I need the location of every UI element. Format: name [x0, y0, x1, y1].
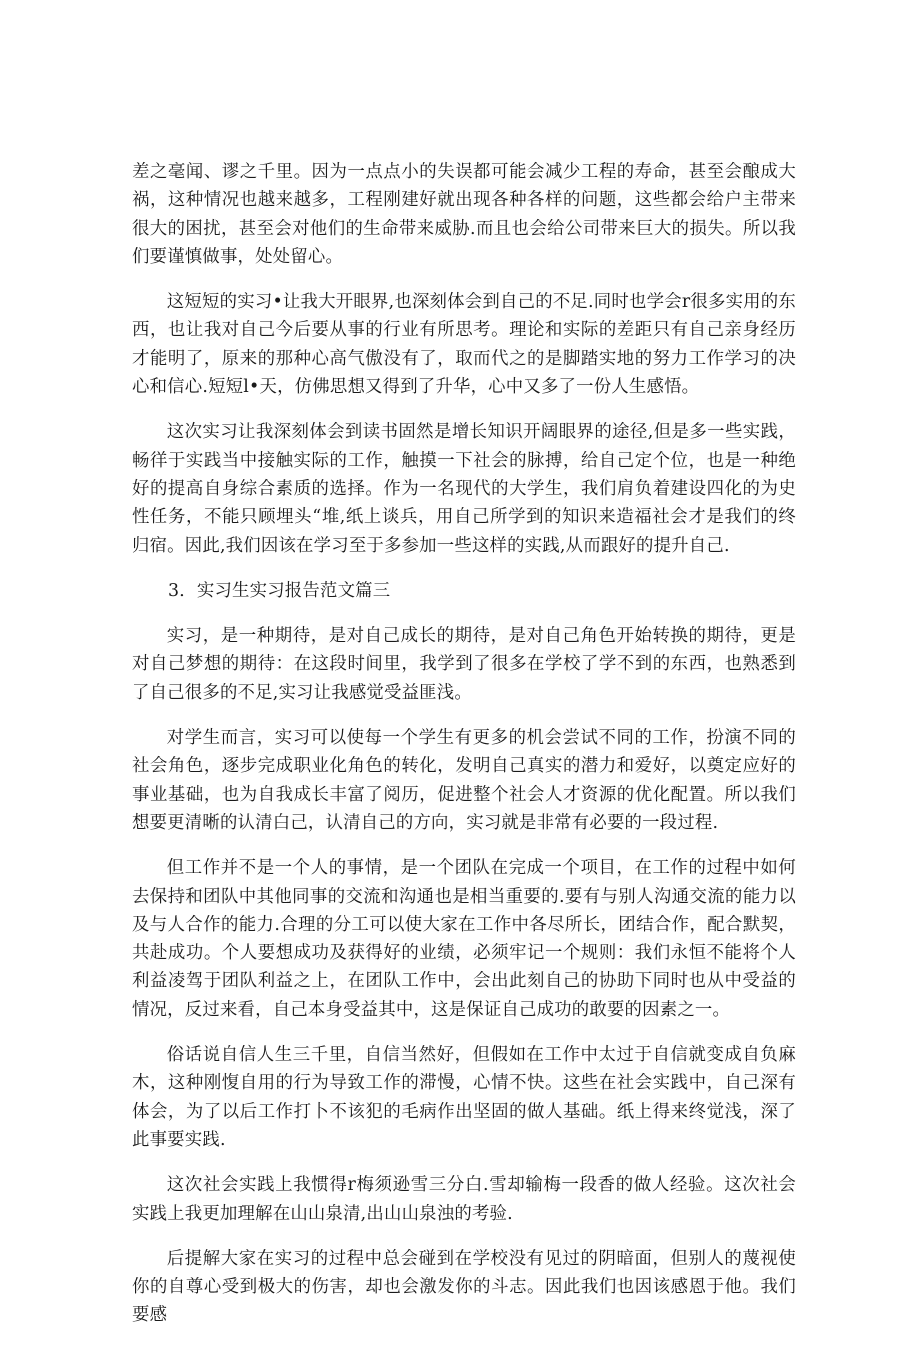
- paragraph-2: 这短短的实习•让我大开眼界,也深刻体会到自己的不足.同时也学会r很多实用的东西，也让我对自己今后要从事的行业有所思考。理论和实际的差距只有自己亲身经历才能明了，原来的那种心高气傲没有了，取而代之的是脚踏实地的努力工作学习的决心和信心.短短l•天，仿佛思想又得到了升华，心中又多了一份人生感悟。: [132, 292, 796, 398]
- paragraph-7: 俗话说自信人生三千里，自信当然好，但假如在工作中太过于自信就变成自负麻木，这种刚愎自用的行为导致工作的滞慢，心情不快。这些在社会实践中，自己深有体会，为了以后工作打卜不该犯的毛病作出坚固的做人基础。纸上得来终觉浅，深了此事要实践.: [132, 1045, 796, 1150]
- paragraph-1: 差之毫闻、谬之千里。因为一点点小的失误都可能会减少工程的寿命，甚至会酿成大祸，这种情况也越来越多，工程刚建好就出现各种各样的问题，这些都会给户主带来很大的困扰，甚至会对他们的生命带来威胁.而且也会给公司带来巨大的损失。所以我们要谨慎做事，处处留心。: [132, 162, 796, 267]
- paragraph-6: 但工作并不是一个人的事情，是一个团队在完成一个项目，在工作的过程中如何去保持和团队中其他同事的交流和沟通也是相当重要的.要有与别人沟通交流的能力以及与人合作的能力.合理的分工可以使大家在工作中各尽所长，团结合作，配合默契，共赴成功。个人要想成功及获得好的业绩，必须牢记一个规则：我们永恒不能将个人利益凌驾于团队利益之上，在团队工作中，会出此刻自己的协助下同时也从中受益的情况，反过来看，自己本身受益其中，这是保证自己成功的敢要的因素之一。: [132, 858, 796, 1020]
- document-body: [132, 158, 796, 1347]
- paragraph-9: 后提解大家在实习的过程中总会碰到在学校没有见过的阴暗面，但别人的蔑视使你的自尊心受到极大的伤害，却也会激发你的斗志。因此我们也因该感恩于他。我们要感: [132, 1248, 796, 1326]
- paragraph-4: 实习，是一种期待，是对自己成长的期待，是对自己角色开始转换的期待，更是对自己梦想的期待：在这段时间里，我学到了很多在学校了学不到的东西，也熟悉到了自己很多的不足,实习让我感觉受益匪浅。: [132, 626, 796, 703]
- section-heading: 3．实习生实习报告范文篇三: [168, 580, 391, 601]
- paragraph-5: 对学生而言，实习可以使每一个学生有更多的机会尝试不同的工作，扮演不同的社会角色，逐步完成职业化角色的转化，发明自己真实的潜力和爱好，以奠定应好的事业基础，也为自我成长丰富了阅历，促进整个社会人才资源的优化配置。所以我们想要更清晰的认清白己，认清自己的方向，实习就是非常有必要的一段过程.: [132, 728, 796, 833]
- paragraph-3: 这次实习让我深刻体会到读书固然是增长知识开阔眼界的途径,但是多一些实践，畅徉于实践当中接触实际的工作，触摸一下社会的脉搏，给自己定个位，也是一种绝好的提高自身综合素质的选择。作为一名现代的大学生，我们肩负着建设四化的为史性任务，不能只顾埋头“堆,纸上谈兵，用自己所学到的知识来造福社会才是我们的终归宿。因此,我们因该在学习至于多参加一些这样的实践,从而跟好的提升自己.: [132, 422, 796, 556]
- paragraph-8: 这次社会实践上我惯得r梅须逊雪三分白.雪却输梅一段香的做人经验。这次社会实践上我更加理解在山山泉清,出山山泉浊的考验.: [132, 1175, 796, 1224]
